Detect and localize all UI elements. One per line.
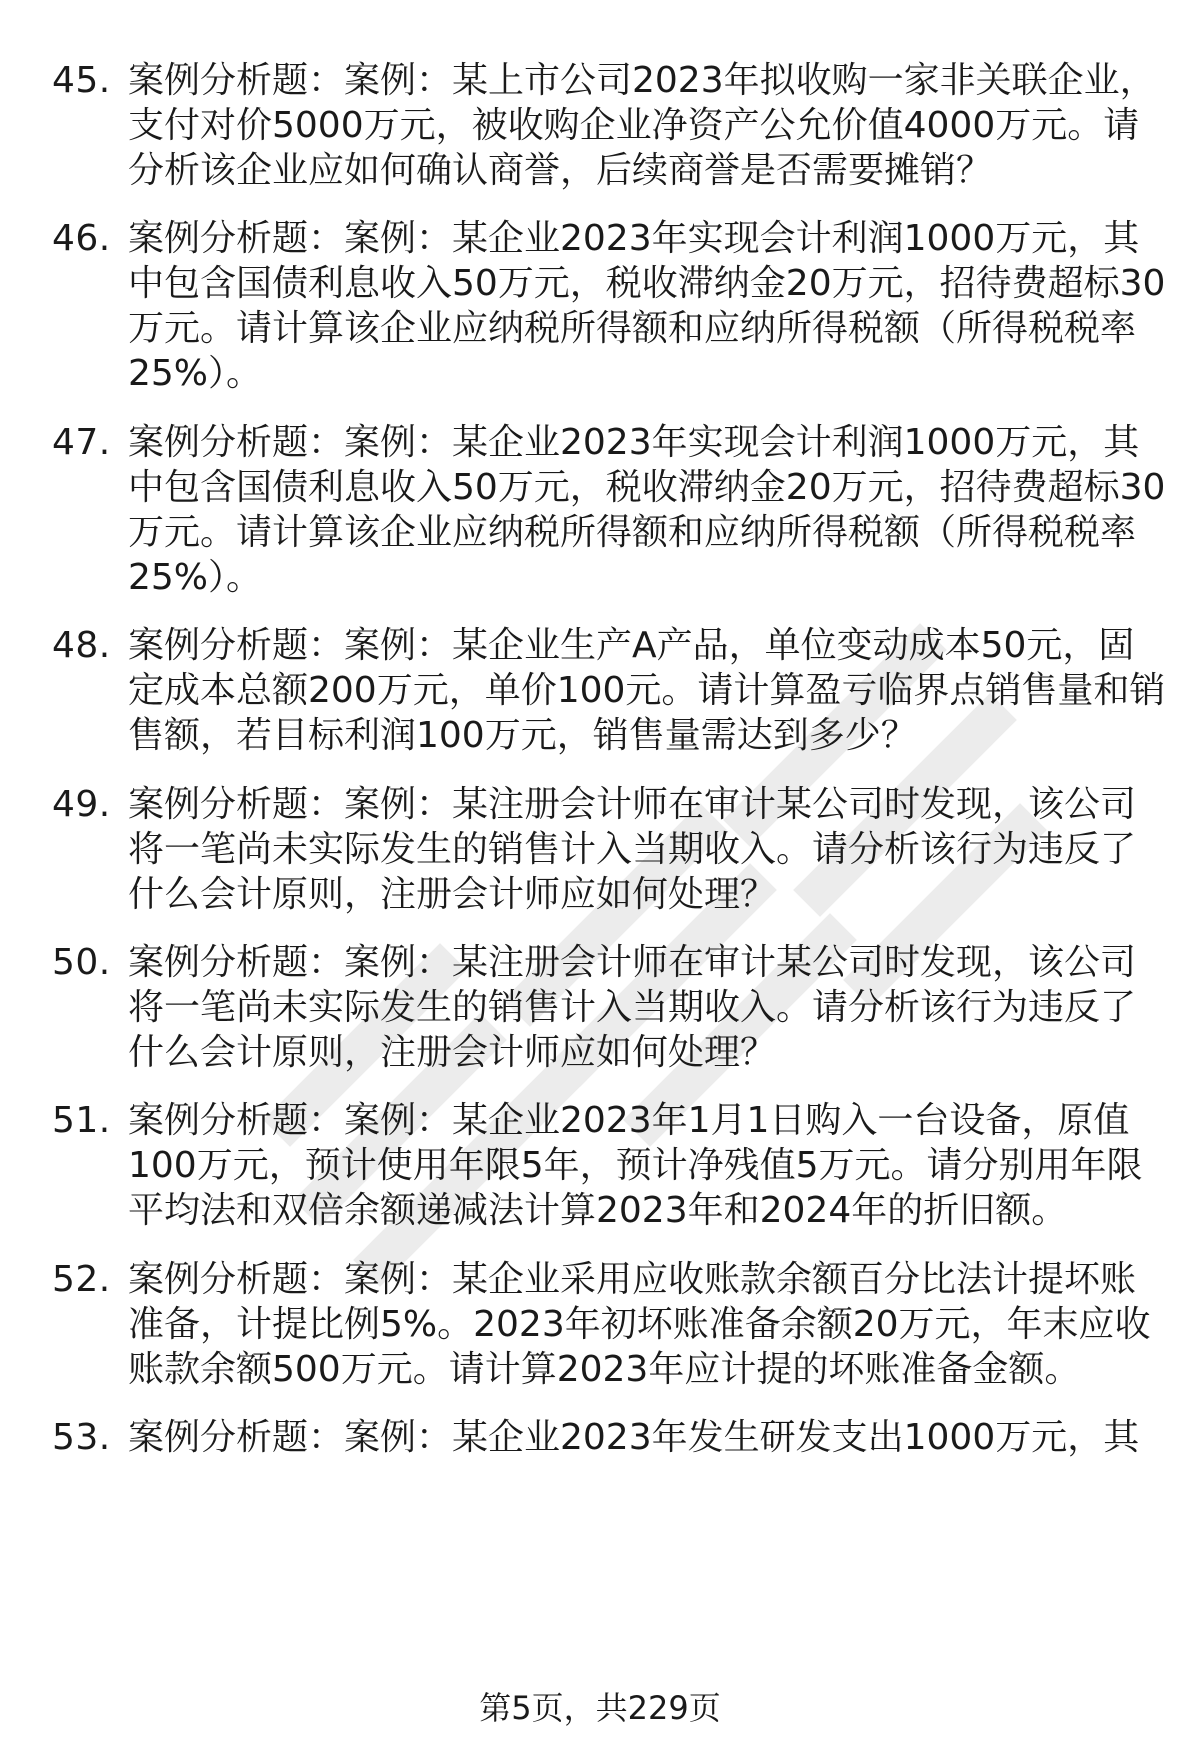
- question-line: 案例分析题：案例：某企业2023年实现会计利润1000万元，其: [128, 218, 1140, 260]
- question-number: 49.: [52, 783, 111, 825]
- question-text: [128, 940, 1162, 1075]
- question-line: 案例分析题：案例：某注册会计师在审计某公司时发现，该公司: [128, 783, 1137, 825]
- question-item: [52, 420, 1166, 600]
- question-text: [128, 782, 1162, 917]
- question-line: 案例分析题：案例：某企业采用应收账款余额百分比法计提坏账: [128, 1258, 1137, 1300]
- question-line: 将一笔尚未实际发生的销售计入当期收入。请分析该行为违反了: [128, 986, 1137, 1028]
- question-number: 52.: [52, 1258, 111, 1300]
- question-item: [52, 782, 1162, 917]
- question-line: 中包含国债利息收入50万元，税收滞纳金20万元，招待费超标30: [128, 466, 1166, 508]
- question-line: 准备，计提比例5%。2023年初坏账准备余额20万元，年末应收: [128, 1303, 1151, 1345]
- question-text: [128, 1098, 1162, 1233]
- question-item: [52, 1415, 1162, 1460]
- question-text: [128, 58, 1162, 193]
- question-line: 什么会计原则，注册会计师应如何处理？: [128, 873, 777, 915]
- question-line: 什么会计原则，注册会计师应如何处理？: [128, 1031, 777, 1073]
- question-line: 账款余额500万元。请计算2023年应计提的坏账准备金额。: [128, 1348, 1081, 1390]
- question-line: 25%）。: [128, 556, 263, 598]
- question-line: 中包含国债利息收入50万元，税收滞纳金20万元，招待费超标30: [128, 263, 1166, 305]
- question-line: 案例分析题：案例：某企业2023年发生研发支出1000万元，其: [128, 1417, 1140, 1459]
- question-number: 47.: [52, 421, 111, 463]
- question-number: 48.: [52, 625, 111, 667]
- question-text: [128, 1415, 1162, 1460]
- question-number: 46.: [52, 218, 111, 260]
- question-text: [128, 623, 1165, 758]
- question-item: [52, 58, 1162, 193]
- question-line: 万元。请计算该企业应纳税所得额和应纳所得税额（所得税税率: [128, 511, 1137, 553]
- question-line: 定成本总额200万元，单价100元。请计算盈亏临界点销售量和销: [128, 670, 1166, 712]
- question-line: 案例分析题：案例：某企业2023年实现会计利润1000万元，其: [128, 421, 1140, 463]
- question-item: [52, 216, 1166, 396]
- question-line: 100万元，预计使用年限5年，预计净残值5万元。请分别用年限: [128, 1145, 1143, 1187]
- question-line: 平均法和双倍余额递减法计算2023年和2024年的折旧额。: [128, 1190, 1068, 1232]
- question-number: 50.: [52, 941, 111, 983]
- question-number: 45.: [52, 60, 111, 101]
- question-item: [52, 940, 1162, 1075]
- question-line: 案例分析题：案例：某企业2023年1月1日购入一台设备，原值: [128, 1100, 1130, 1142]
- question-line: 案例分析题：案例：某企业生产A产品，单位变动成本50元，固: [128, 625, 1135, 667]
- question-item: [52, 1257, 1162, 1392]
- question-line: 支付对价5000万元，被收购企业净资产公允价值4000万元。请: [128, 105, 1140, 146]
- question-list: [52, 58, 1166, 1484]
- question-number: 53.: [52, 1417, 111, 1459]
- question-number: 51.: [52, 1100, 111, 1142]
- question-text: [128, 1257, 1162, 1392]
- question-item: [52, 623, 1166, 758]
- question-text: [128, 216, 1165, 396]
- question-line: 将一笔尚未实际发生的销售计入当期收入。请分析该行为违反了: [128, 828, 1137, 870]
- question-line: 案例分析题：案例：某注册会计师在审计某公司时发现，该公司: [128, 941, 1137, 983]
- question-line: 分析该企业应如何确认商誉，后续商誉是否需要摊销？: [128, 150, 993, 191]
- question-line: 万元。请计算该企业应纳税所得额和应纳所得税额（所得税税率: [128, 308, 1137, 350]
- question-line: 25%）。: [128, 353, 263, 395]
- page-footer: 第5页，共229页: [479, 1689, 721, 1727]
- question-item: [52, 1098, 1162, 1233]
- question-line: 售额，若目标利润100万元，销售量需达到多少？: [128, 715, 917, 757]
- question-line: 案例分析题：案例：某上市公司2023年拟收购一家非关联企业，: [128, 60, 1156, 101]
- question-text: [128, 420, 1165, 600]
